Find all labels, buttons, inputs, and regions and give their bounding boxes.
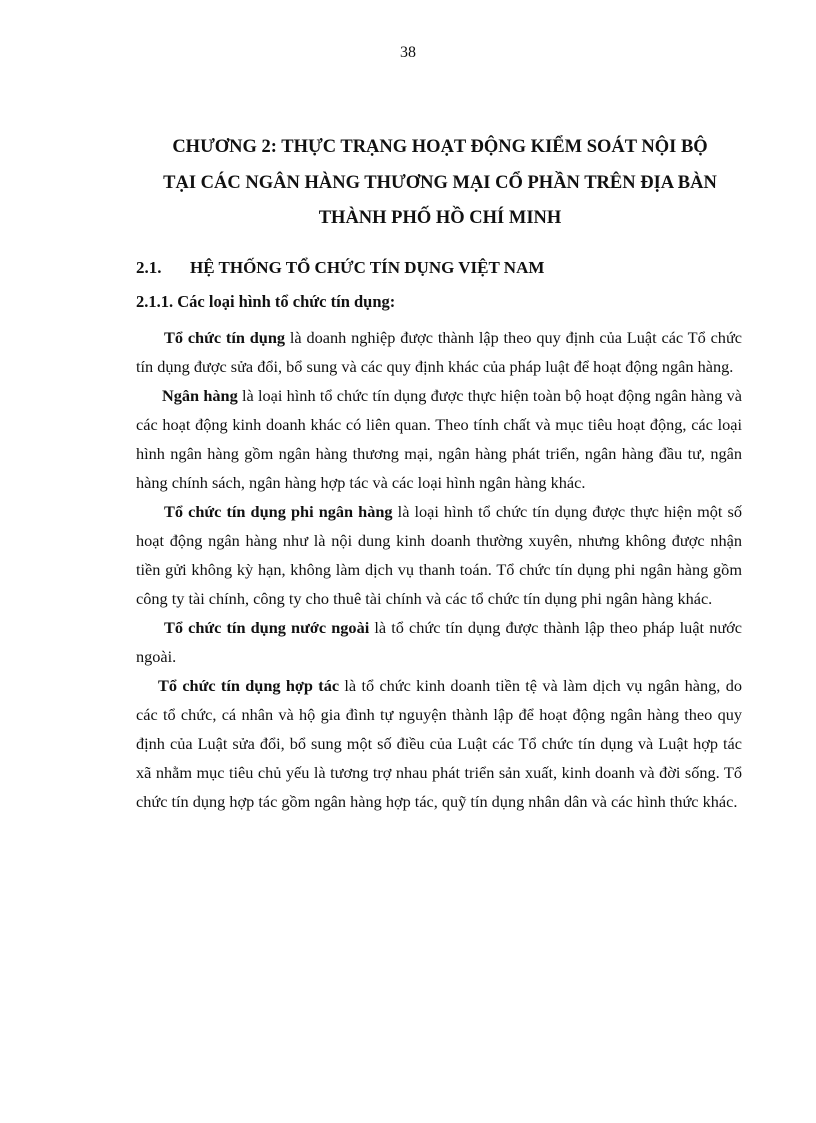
term-bank: Ngân hàng [162,386,238,405]
chapter-title [120,130,760,237]
page-number: 38 [400,44,416,61]
chapter-title-line-1: CHƯƠNG 2: THỰC TRẠNG HOẠT ĐỘNG KIỂM SOÁT NỘI BỘ [172,137,708,157]
paragraph-cooperative-credit-institution [136,671,742,816]
paragraph-text: là tổ chức kinh doanh tiền tệ và làm dịch vụ ngân hàng, do các tổ chức, cá nhân và hộ gia đình tự nguyện thành lập để hoạt động ngân hàng theo quy định của Luật sửa đổi, bổ sung một số điều của Luật các Tổ chức tín dụng và Luật hợp tác xã nhằm mục tiêu chủ yếu là tương trợ nhau phát triển sản xuất, kinh doanh và đời sống. Tổ chức tín dụng hợp tác gồm ngân hàng hợp tác, quỹ tín dụng nhân dân và các hình thức khác. [136,676,742,811]
paragraph-bank [136,381,742,497]
chapter-title-line-3: THÀNH PHỐ HỒ CHÍ MINH [318,208,562,228]
paragraph-text: là loại hình tổ chức tín dụng được thực hiện toàn bộ hoạt động ngân hàng và các hoạt động kinh doanh khác có liên quan. Theo tính chất và mục tiêu hoạt động, các loại hình ngân hàng gồm ngân hàng thương mại, ngân hàng phát triển, ngân hàng đầu tư, ngân hàng chính sách, ngân hàng hợp tác và các loại hình ngân hàng khác. [136,386,742,492]
chapter-title-line-2: TẠI CÁC NGÂN HÀNG THƯƠNG MẠI CỔ PHẦN TRÊN ĐỊA BÀN [163,172,717,193]
term-credit-institution: Tổ chức tín dụng [164,328,286,347]
section-number: 2.1. [136,258,162,277]
term-non-bank-credit-institution: Tổ chức tín dụng phi ngân hàng [164,502,393,521]
term-foreign-credit-institution: Tổ chức tín dụng nước ngoài [164,618,370,637]
body-text [136,323,742,816]
paragraph-credit-institution [136,323,742,381]
section-heading [136,258,544,278]
subsection-heading: 2.1.1. Các loại hình tổ chức tín dụng: [136,292,396,311]
paragraph-text: là tổ chức tín dụng được thành lập theo pháp luật nước ngoài. [136,618,742,666]
paragraph-foreign-credit-institution [136,613,742,671]
paragraph-non-bank-credit-institution [136,497,742,613]
section-title: HỆ THỐNG TỔ CHỨC TÍN DỤNG VIỆT NAM [190,258,545,277]
term-cooperative-credit-institution: Tổ chức tín dụng hợp tác [158,676,340,695]
paragraph-text: là doanh nghiệp được thành lập theo quy định của Luật các Tổ chức tín dụng được sửa đổi, bổ sung và các quy định khác của pháp luật để hoạt động ngân hàng. [136,328,743,376]
paragraph-text: là loại hình tổ chức tín dụng được thực hiện một số hoạt động ngân hàng như là nội dung kinh doanh thường xuyên, nhưng không được nhận tiền gửi không kỳ hạn, không làm dịch vụ thanh toán. Tổ chức tín dụng phi ngân hàng gồm công ty tài chính, công ty cho thuê tài chính và các tổ chức tín dụng phi ngân hàng khác. [136,502,743,608]
